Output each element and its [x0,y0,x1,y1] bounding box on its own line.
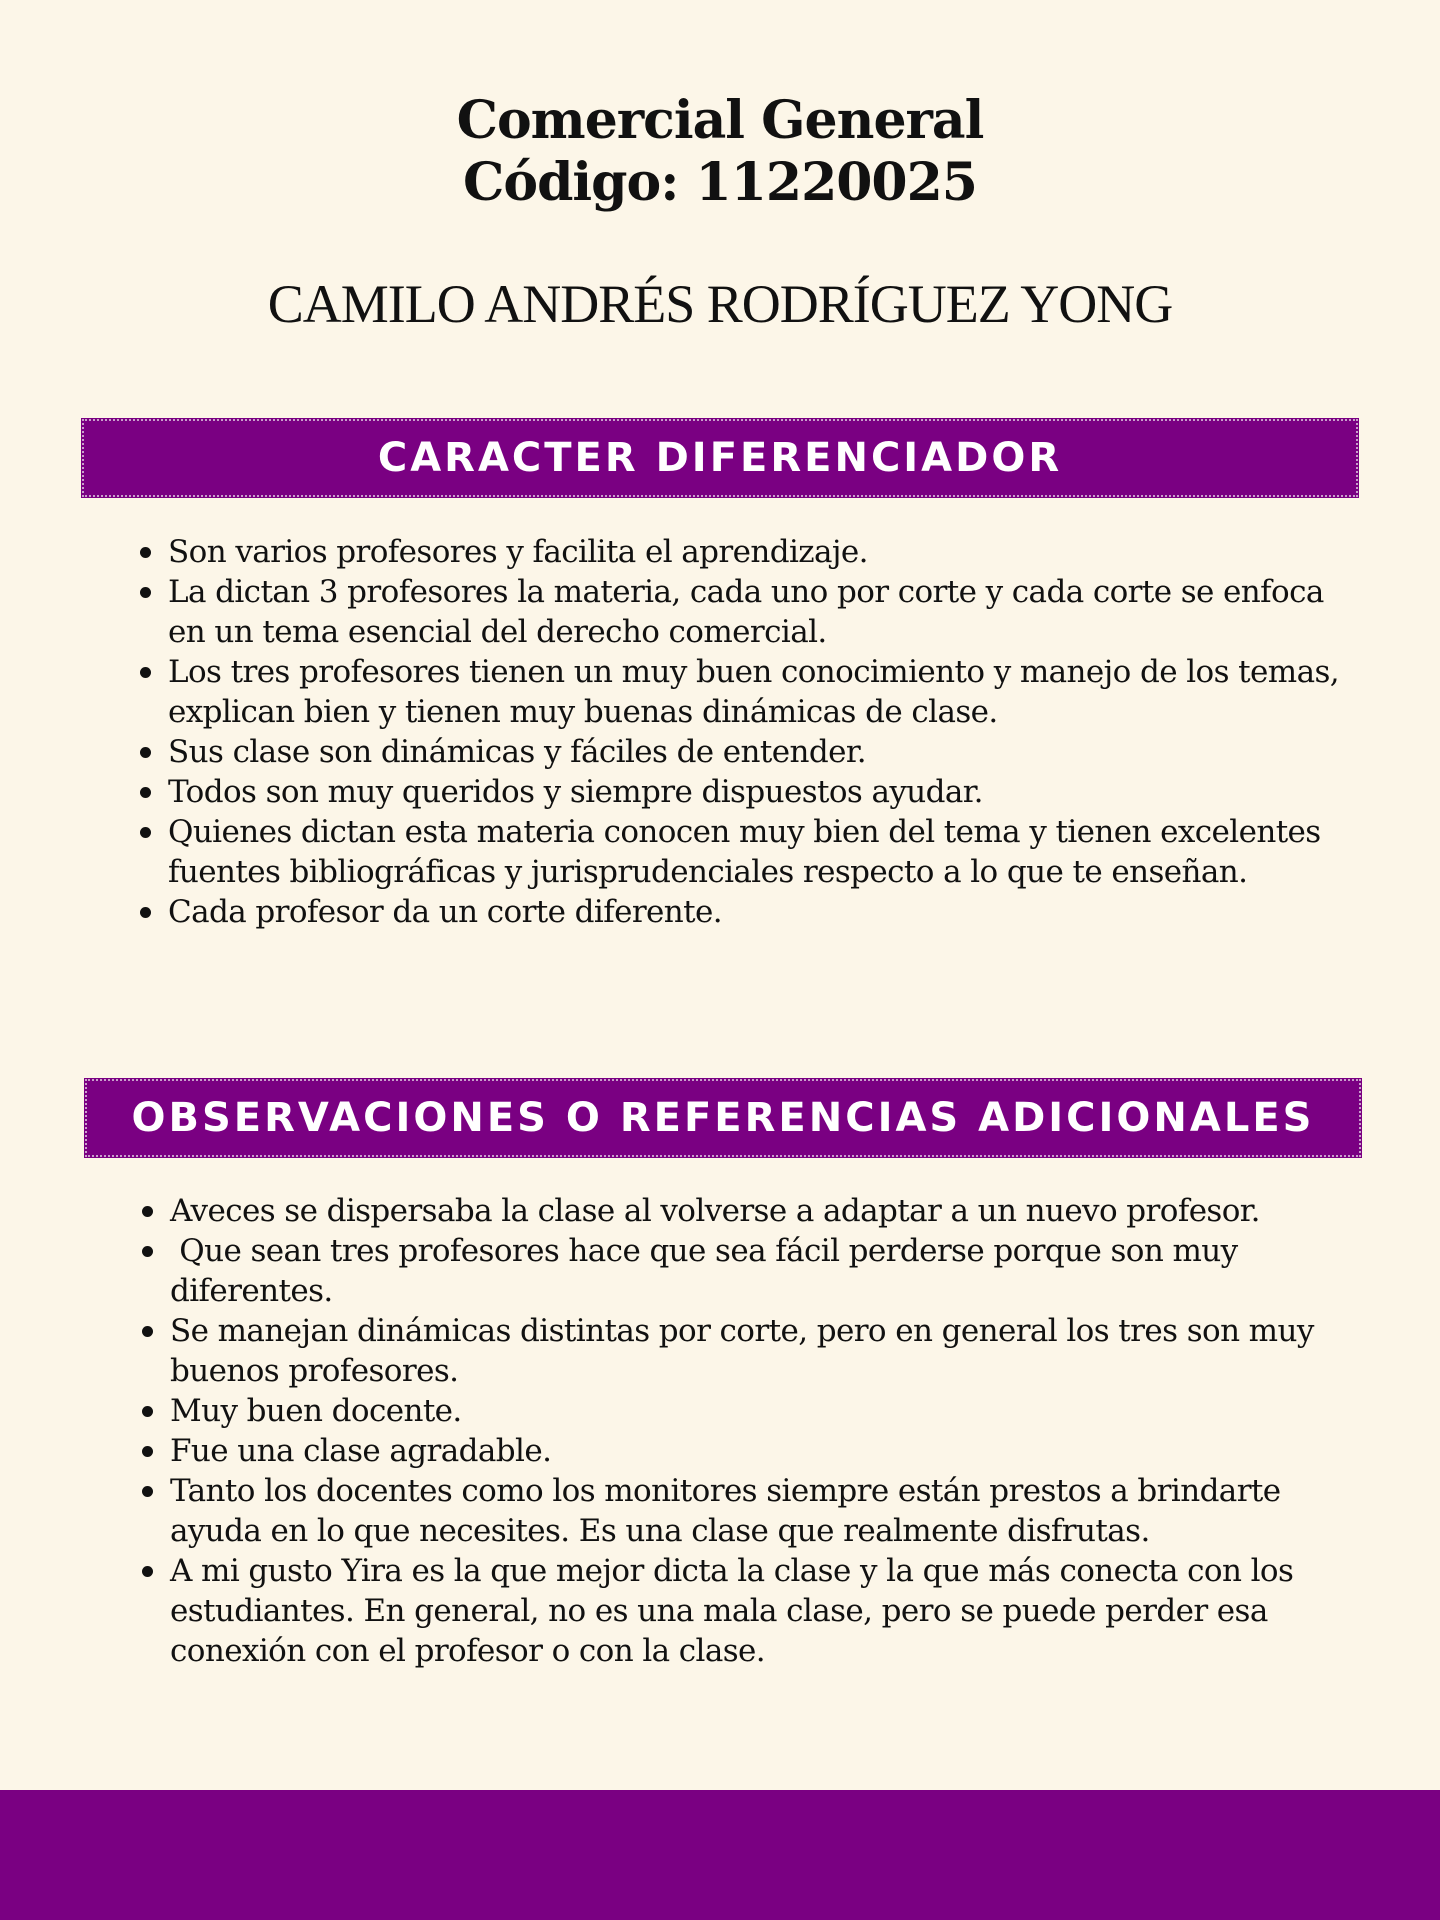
list-item-text: Se manejan dinámicas distintas por corte, pero en general los tres son muy buenos profesores. [170,1313,1324,1389]
person-name: CAMILO ANDRÉS RODRÍGUEZ YONG [267,274,1173,334]
list-item [138,892,1368,932]
list-item [138,652,1368,732]
list-item-text: Cada profesor da un corte diferente. [168,894,723,930]
bullet-icon [140,827,151,838]
bullet-icon [142,1206,153,1217]
list-item [140,1431,1370,1471]
bullet-icon [140,907,151,918]
list-item [140,1311,1370,1391]
list-item-text: Los tres profesores tienen un muy buen conocimiento y manejo de los temas, explican bien y tienen muy buenas dinámicas de clase. [168,654,1349,730]
footer-bar [0,1790,1440,1920]
list-item [140,1191,1370,1231]
list-item [140,1551,1370,1671]
list-item [140,1391,1370,1431]
course-title: Comercial General [456,90,984,151]
list-item-text: Muy buen docente. [170,1393,462,1429]
bullet-icon [142,1486,153,1497]
list-item-text: Todos son muy queridos y siempre dispuestos ayudar. [168,774,983,810]
list-item [138,532,1368,572]
list-item-text: Fue una clase agradable. [170,1433,552,1469]
bullet-icon [142,1566,153,1577]
list-item [140,1471,1370,1551]
course-code: Código: 11220025 [463,152,977,213]
bullet-icon [140,787,151,798]
bullet-icon [142,1446,153,1457]
bullet-icon [142,1326,153,1337]
list-item [138,732,1368,772]
section-heading-observaciones: OBSERVACIONES O REFERENCIAS ADICIONALES [84,1078,1362,1158]
caracter-diferenciador-list [138,532,1368,932]
list-item-text: Quienes dictan esta materia conocen muy bien del tema y tienen excelentes fuentes bibliográficas y jurisprudenciales respecto a lo que te enseñan. [168,814,1330,890]
list-item-text: La dictan 3 profesores la materia, cada uno por corte y cada corte se enfoca en un tema esencial del derecho comercial. [168,574,1333,650]
section-heading-caracter-diferenciador: CARACTER DIFERENCIADOR [81,418,1359,498]
observaciones-list [140,1191,1370,1671]
bullet-icon [140,587,151,598]
bullet-icon [140,667,151,678]
list-item [138,812,1368,892]
list-item [140,1231,1370,1311]
bullet-icon [140,747,151,758]
bullet-icon [142,1246,153,1257]
list-item-text: Son varios profesores y facilita el aprendizaje. [168,534,868,570]
document-header [0,90,1440,336]
bullet-icon [142,1406,153,1417]
list-item [138,772,1368,812]
list-item-text: Que sean tres profesores hace que sea fácil perderse porque son muy diferentes. [170,1233,1247,1309]
list-item [138,572,1368,652]
list-item-text: Aveces se dispersaba la clase al volverse a adaptar a un nuevo profesor. [170,1193,1260,1229]
list-item-text: Sus clase son dinámicas y fáciles de entender. [168,734,866,770]
list-item-text: Tanto los docentes como los monitores siempre están prestos a brindarte ayuda en lo que necesites. Es una clase que realmente disfrutas. [170,1473,1290,1549]
list-item-text: A mi gusto Yira es la que mejor dicta la clase y la que más conecta con los estudiantes. En general, no es una mala clase, pero se puede perder esa conexión con el profesor o con la clase. [170,1553,1303,1669]
bullet-icon [140,547,151,558]
